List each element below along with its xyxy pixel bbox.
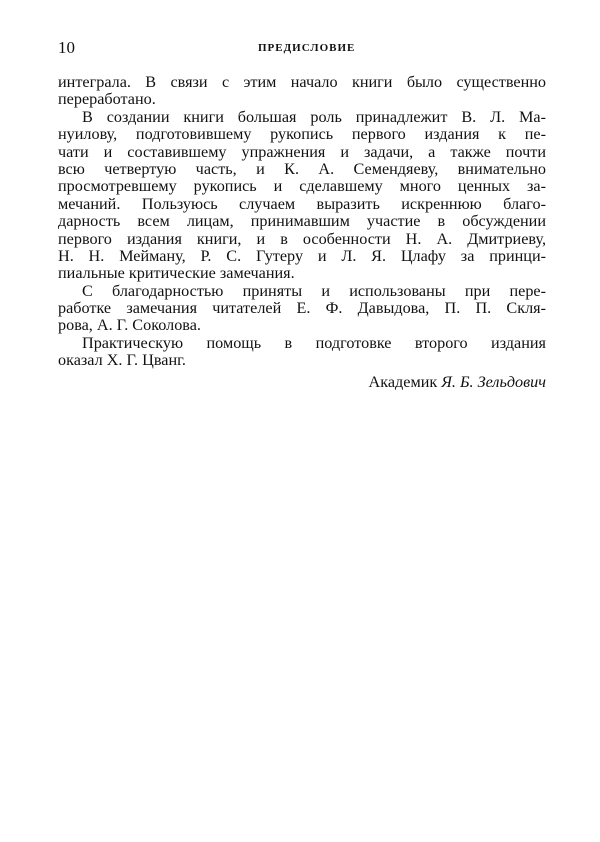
text-line: пиальные критические замечания. [58, 264, 295, 283]
text-line: оказал Х. Г. Цванг. [58, 351, 186, 370]
text-line: мечаний. Пользуюсь случаем выразить искреннюю благо- [58, 194, 546, 213]
text-line: всю четвертую часть, и К. А. Семендяеву, внимательно [58, 159, 546, 178]
running-head: ПРЕДИСЛОВИЕ [258, 42, 356, 54]
text-line: работке замечания читателей Е. Ф. Давыдова, П. П. Скля- [58, 299, 546, 318]
signature-name: Я. Б. Зельдович [441, 373, 546, 391]
text-line: нуилову, подготовившему рукопись первого издания к пе- [58, 125, 546, 144]
text-line: интеграла. В связи с этим начало книги было существенно [58, 73, 546, 91]
signature [369, 372, 546, 392]
signature-title: Академик [368, 373, 438, 391]
text-line: Практическую помощь в подготовке второго издания [82, 333, 546, 352]
page-header [58, 38, 546, 60]
text-line: просмотревшему рукопись и сделавшему много ценных за- [58, 177, 546, 196]
text-line: первого издания книги, и в особенности Н. А. Дмитриеву, [58, 229, 546, 248]
body-text [58, 74, 546, 370]
text-line: переработано. [58, 90, 156, 109]
text-line: С благодарностью приняты и использованы при пере- [82, 281, 546, 300]
text-line: дарность всем лицам, принимавшим участие в обсуждении [58, 212, 546, 231]
text-line: рова, А. Г. Соколова. [58, 316, 201, 335]
text-line: чати и составившему упражнения и задачи, а также почти [58, 142, 546, 161]
text-line: Н. Н. Мейману, Р. С. Гутеру и Л. Я. Цлафу за принци- [58, 246, 546, 265]
text-line: В создании книги большая роль принадлежит В. Л. Ма- [82, 107, 546, 126]
page-number: 10 [58, 38, 75, 57]
